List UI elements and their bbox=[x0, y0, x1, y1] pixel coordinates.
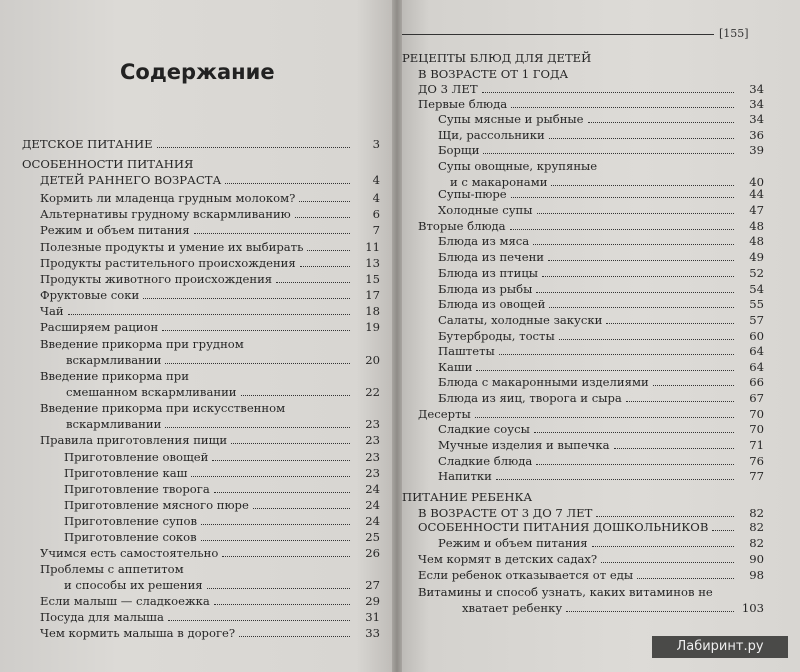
toc-page-number: 82 bbox=[749, 536, 764, 550]
toc-page-number: 64 bbox=[749, 360, 764, 374]
toc-dot-leader bbox=[536, 292, 734, 293]
toc-entry-text: Правила приготовления пищи bbox=[40, 433, 228, 447]
toc-entry-text: ДО 3 ЛЕТ bbox=[418, 82, 478, 96]
toc-entry-text: Сладкие блюда bbox=[438, 454, 533, 468]
toc-page-number: 26 bbox=[365, 546, 380, 560]
toc-entry-text: Супы овощные, крупяные bbox=[438, 159, 598, 173]
toc-entry-text: Приготовление творога bbox=[64, 482, 210, 496]
toc-page-number: 33 bbox=[365, 626, 380, 640]
toc-page-number: 22 bbox=[365, 384, 380, 399]
toc-dot-leader bbox=[606, 323, 734, 324]
toc-dot-leader bbox=[307, 250, 350, 251]
toc-dot-leader bbox=[511, 107, 734, 108]
toc-dot-leader bbox=[499, 354, 734, 355]
toc-dot-leader bbox=[496, 479, 734, 480]
toc-entry-text: Сладкие соусы bbox=[438, 422, 530, 436]
toc-dot-leader bbox=[551, 185, 734, 186]
toc-dot-leader bbox=[653, 385, 734, 386]
toc-entry-text: Супы мясные и рыбные bbox=[438, 112, 584, 126]
toc-entry-text: вскармливании bbox=[66, 352, 162, 367]
toc-page-number: 13 bbox=[365, 256, 380, 270]
toc-dot-leader bbox=[222, 556, 350, 557]
toc-dot-leader bbox=[533, 244, 734, 245]
toc-page-number: 64 bbox=[749, 344, 764, 358]
toc-dot-leader bbox=[165, 363, 350, 364]
toc-page-number: 54 bbox=[749, 282, 764, 296]
toc-entry-text: Вторые блюда bbox=[418, 219, 506, 233]
toc-page-number: 47 bbox=[749, 203, 764, 217]
toc-page-number: 34 bbox=[749, 82, 764, 96]
toc-dot-leader bbox=[295, 217, 350, 218]
book-spine bbox=[392, 0, 402, 672]
toc-entry-text: Щи, рассольники bbox=[438, 128, 545, 142]
toc-entry-text: Блюда из овощей bbox=[438, 297, 546, 311]
toc-dot-leader bbox=[162, 330, 350, 331]
toc-dot-leader bbox=[637, 578, 734, 579]
toc-dot-leader bbox=[537, 213, 734, 214]
toc-dot-leader bbox=[534, 432, 734, 433]
header-rule bbox=[402, 34, 714, 35]
toc-dot-leader bbox=[201, 540, 350, 541]
toc-dot-leader bbox=[549, 307, 734, 308]
toc-dot-leader bbox=[239, 636, 350, 637]
toc-entry-text: ДЕТСКОЕ ПИТАНИЕ bbox=[22, 137, 153, 151]
toc-page-number: 48 bbox=[749, 219, 764, 233]
toc-dot-leader bbox=[475, 417, 734, 418]
toc-dot-leader bbox=[601, 562, 734, 563]
toc-dot-leader bbox=[614, 448, 734, 449]
toc-dot-leader bbox=[542, 276, 734, 277]
toc-dot-leader bbox=[299, 201, 350, 202]
toc-dot-leader bbox=[482, 92, 734, 93]
toc-entry-text: Чем кормить малыша в дороге? bbox=[40, 626, 236, 640]
toc-entry-text: Проблемы с аппетитом bbox=[40, 562, 184, 576]
toc-dot-leader bbox=[201, 524, 350, 525]
toc-page-number: 20 bbox=[365, 352, 380, 367]
toc-entry-text: смешанном вскармливании bbox=[66, 384, 237, 399]
toc-dot-leader bbox=[548, 260, 734, 261]
toc-page-number: 31 bbox=[365, 610, 380, 624]
toc-page-number: 82 bbox=[749, 520, 764, 534]
toc-entry-text: Блюда из мяса bbox=[438, 234, 530, 248]
toc-dot-leader bbox=[68, 314, 350, 315]
toc-dot-leader bbox=[626, 401, 734, 402]
toc-dot-leader bbox=[596, 516, 734, 517]
toc-dot-leader bbox=[549, 138, 734, 139]
toc-title: Содержание bbox=[120, 60, 275, 84]
toc-entry-text: ОСОБЕННОСТИ ПИТАНИЯ ДОШКОЛЬНИКОВ bbox=[418, 520, 709, 534]
toc-page-number: 48 bbox=[749, 234, 764, 248]
toc-entry-text: Холодные супы bbox=[438, 203, 533, 217]
toc-page-number: 34 bbox=[749, 112, 764, 126]
toc-entry-text: Приготовление мясного пюре bbox=[64, 498, 249, 512]
toc-page-number: 24 bbox=[365, 482, 380, 496]
toc-page-number: 3 bbox=[372, 137, 380, 151]
toc-entry-text: Продукты растительного происхождения bbox=[40, 256, 296, 270]
toc-page-number: 55 bbox=[749, 297, 764, 311]
toc-page-number: 36 bbox=[749, 128, 764, 142]
toc-dot-leader bbox=[225, 183, 350, 184]
toc-entry-text: вскармливании bbox=[66, 416, 162, 431]
toc-page-number: 39 bbox=[749, 143, 764, 157]
toc-entry-text: В ВОЗРАСТЕ ОТ 1 ГОДА bbox=[418, 66, 569, 81]
toc-page-number: 17 bbox=[365, 288, 380, 302]
toc-entry-text: Блюда из рыбы bbox=[438, 282, 533, 296]
toc-page-number: 23 bbox=[365, 466, 380, 480]
toc-dot-leader bbox=[536, 464, 734, 465]
toc-entry-text: Фруктовые соки bbox=[40, 288, 140, 302]
toc-dot-leader bbox=[207, 588, 350, 589]
toc-page-number: 15 bbox=[365, 272, 380, 286]
toc-page-number: 23 bbox=[365, 416, 380, 431]
toc-entry-text: Приготовление овощей bbox=[64, 450, 209, 464]
toc-dot-leader bbox=[276, 282, 350, 283]
toc-page-number: 76 bbox=[749, 454, 764, 468]
toc-dot-leader bbox=[566, 611, 734, 612]
toc-dot-leader bbox=[168, 620, 350, 621]
toc-dot-leader bbox=[231, 443, 350, 444]
toc-dot-leader bbox=[559, 339, 734, 340]
toc-entry-text: Введение прикорма при грудном bbox=[40, 337, 244, 351]
toc-entry-text: Продукты животного происхождения bbox=[40, 272, 273, 286]
toc-entry-text: Введение прикорма при bbox=[40, 369, 189, 383]
toc-page-number: 60 bbox=[749, 329, 764, 343]
toc-entry-text: и с макаронами bbox=[450, 174, 548, 189]
toc-dot-leader bbox=[191, 476, 350, 477]
toc-entry-text: ПИТАНИЕ РЕБЕНКА bbox=[402, 490, 533, 504]
toc-page-number: 82 bbox=[749, 505, 764, 520]
toc-entry-text: Чем кормят в детских садах? bbox=[418, 552, 598, 566]
toc-dot-leader bbox=[253, 508, 350, 509]
toc-entry-text: Борщи bbox=[438, 143, 480, 157]
toc-dot-leader bbox=[476, 370, 734, 371]
toc-page-number: 4 bbox=[372, 172, 380, 187]
toc-dot-leader bbox=[165, 427, 350, 428]
toc-entry-text: РЕЦЕПТЫ БЛЮД ДЛЯ ДЕТЕЙ bbox=[402, 51, 592, 65]
toc-page-number: 49 bbox=[749, 250, 764, 264]
toc-entry-text: Блюда из печени bbox=[438, 250, 545, 264]
toc-dot-leader bbox=[511, 197, 734, 198]
toc-dot-leader bbox=[588, 122, 734, 123]
toc-page-number: 23 bbox=[365, 450, 380, 464]
toc-entry-text: Витамины и способ узнать, каких витаминов не bbox=[418, 585, 713, 599]
toc-entry-text: ДЕТЕЙ РАННЕГО ВОЗРАСТА bbox=[40, 172, 222, 187]
toc-page-number: 27 bbox=[365, 577, 380, 592]
toc-entry-text: Приготовление каш bbox=[64, 466, 188, 480]
toc-dot-leader bbox=[157, 147, 350, 148]
toc-page-number: 7 bbox=[372, 223, 380, 237]
toc-page-number: 77 bbox=[749, 469, 764, 483]
toc-dot-leader bbox=[483, 153, 734, 154]
toc-entry-text: хватает ребенку bbox=[462, 600, 563, 615]
toc-page-number: 70 bbox=[749, 422, 764, 436]
toc-entry-text: Режим и объем питания bbox=[40, 223, 190, 237]
toc-page-number: 18 bbox=[365, 304, 380, 318]
toc-dot-leader bbox=[300, 266, 350, 267]
toc-entry-text: Напитки bbox=[438, 469, 492, 483]
toc-entry-text: Блюда из яиц, творога и сыра bbox=[438, 391, 622, 405]
toc-dot-leader bbox=[510, 229, 734, 230]
toc-dot-leader bbox=[143, 298, 350, 299]
toc-entry-text: Чай bbox=[40, 304, 64, 318]
toc-entry-text: Полезные продукты и умение их выбирать bbox=[40, 240, 304, 254]
toc-entry-text: Блюда с макаронными изделиями bbox=[438, 375, 649, 389]
toc-page-number: 57 bbox=[749, 313, 764, 327]
toc-entry-text: Первые блюда bbox=[418, 97, 508, 111]
toc-page-number: 29 bbox=[365, 594, 380, 608]
toc-entry-text: Посуда для малыша bbox=[40, 610, 164, 624]
toc-page-number: 90 bbox=[749, 552, 764, 566]
toc-entry-text: Супы-пюре bbox=[438, 187, 507, 201]
toc-entry-text: Бутерброды, тосты bbox=[438, 329, 555, 343]
toc-dot-leader bbox=[712, 530, 734, 531]
watermark-logo: Лабиринт.ру bbox=[652, 636, 788, 658]
toc-entry-text: В ВОЗРАСТЕ ОТ 3 ДО 7 ЛЕТ bbox=[418, 505, 593, 520]
toc-dot-leader bbox=[212, 460, 350, 461]
toc-entry-text: Паштеты bbox=[438, 344, 495, 358]
toc-entry-text: Мучные изделия и выпечка bbox=[438, 438, 610, 452]
toc-entry-text: Каши bbox=[438, 360, 473, 374]
toc-entry-text: Альтернативы грудному вскармливанию bbox=[40, 207, 291, 221]
toc-page-number: 25 bbox=[365, 530, 380, 544]
toc-page-number: 24 bbox=[365, 514, 380, 528]
toc-page-number: 70 bbox=[749, 407, 764, 421]
toc-page-number: 98 bbox=[749, 568, 764, 582]
toc-entry-text: Приготовление соков bbox=[64, 530, 197, 544]
toc-page-number: 6 bbox=[372, 207, 380, 221]
toc-page-number: 23 bbox=[365, 433, 380, 447]
toc-dot-leader bbox=[241, 395, 350, 396]
toc-page-number: 71 bbox=[749, 438, 764, 452]
toc-entry-text: Десерты bbox=[418, 407, 471, 421]
toc-dot-leader bbox=[214, 492, 350, 493]
toc-page-number: 66 bbox=[749, 375, 764, 389]
toc-page-number: 67 bbox=[749, 391, 764, 405]
toc-entry-text: Блюда из птицы bbox=[438, 266, 539, 280]
toc-entry-text: Режим и объем питания bbox=[438, 536, 588, 550]
toc-entry-text: Если малыш — сладкоежка bbox=[40, 594, 210, 608]
toc-page-number: 4 bbox=[372, 191, 380, 205]
toc-entry-text: Если ребенок отказывается от еды bbox=[418, 568, 634, 582]
toc-page-number: 103 bbox=[741, 600, 764, 615]
toc-entry-text: Расширяем рацион bbox=[40, 320, 159, 334]
toc-dot-leader bbox=[592, 546, 734, 547]
page-folio: [155] bbox=[719, 27, 749, 40]
toc-page-number: 34 bbox=[749, 97, 764, 111]
toc-page-number: 44 bbox=[749, 187, 764, 201]
toc-entry-text: и способы их решения bbox=[64, 577, 203, 592]
toc-page-number: 52 bbox=[749, 266, 764, 280]
toc-entry-text: Салаты, холодные закуски bbox=[438, 313, 603, 327]
toc-page-number: 24 bbox=[365, 498, 380, 512]
toc-entry-text: Учимся есть самостоятельно bbox=[40, 546, 219, 560]
toc-page-number: 19 bbox=[365, 320, 380, 334]
toc-dot-leader bbox=[214, 604, 350, 605]
toc-entry-text: Кормить ли младенца грудным молоком? bbox=[40, 191, 296, 205]
toc-dot-leader bbox=[194, 233, 350, 234]
toc-entry-text: Введение прикорма при искусственном bbox=[40, 401, 286, 415]
toc-entry-text: Приготовление супов bbox=[64, 514, 198, 528]
toc-page-number: 40 bbox=[749, 174, 764, 189]
toc-entry-text: ОСОБЕННОСТИ ПИТАНИЯ bbox=[22, 157, 194, 171]
toc-page-number: 11 bbox=[365, 240, 380, 254]
